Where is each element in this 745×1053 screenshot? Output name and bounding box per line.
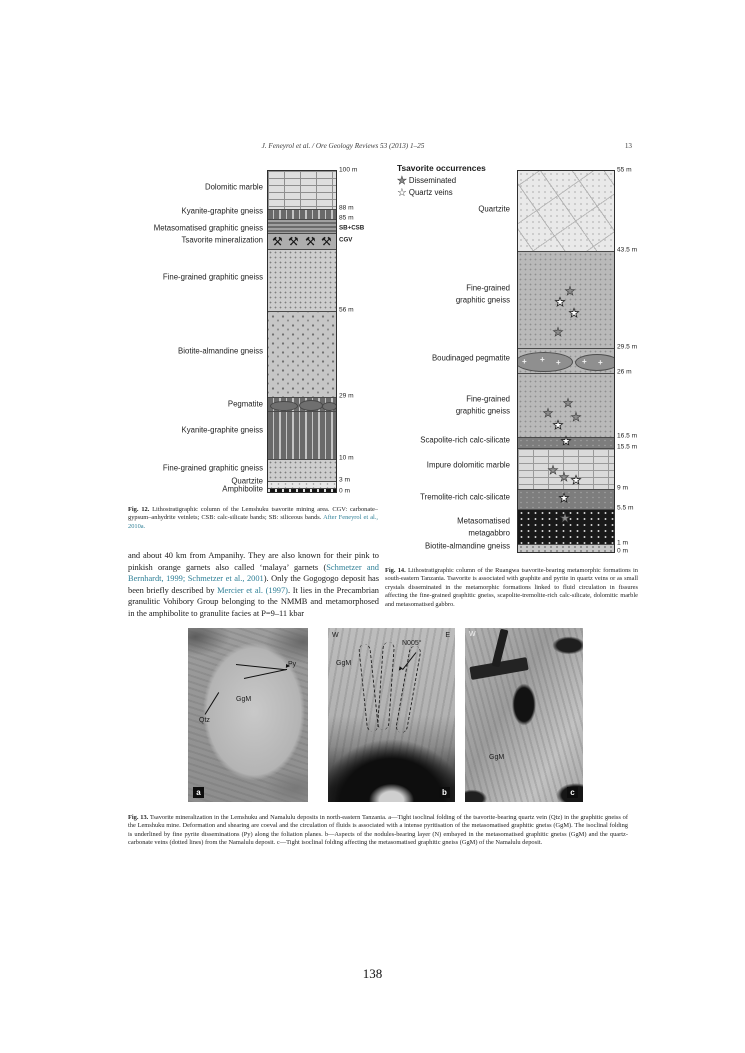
- strat-label: Fine-grained graphitic gneiss: [162, 272, 263, 282]
- body-paragraph: [128, 550, 379, 620]
- plus-mark: +: [598, 358, 603, 367]
- depth-tick: 26 m: [617, 368, 632, 376]
- west-label: W: [469, 631, 476, 638]
- depth-tick: 29 m: [339, 392, 354, 400]
- strat-label: Metasomatised graphitic gneiss: [153, 223, 263, 233]
- strat-label: Boudinaged pegmatite: [431, 353, 510, 363]
- pyrite-label: Py: [288, 661, 297, 668]
- band-code-sb-csb: SB+CSB: [339, 224, 365, 232]
- strat-label: graphitic gneiss: [455, 295, 510, 305]
- photo-corner-label: a: [193, 787, 204, 798]
- tsavorite-disseminated-star-icon: ★: [542, 406, 554, 420]
- fig14-caption: [385, 567, 638, 609]
- vein-dashed-line: [358, 643, 379, 732]
- layer-quartzite: [268, 481, 336, 488]
- fig12-strat-column: [267, 170, 337, 493]
- mining-hammers-icon: ⚒: [272, 234, 283, 249]
- fig12-caption-reference-link[interactable]: After Feneyrol et al., 2010a.: [128, 514, 378, 530]
- depth-tick: 5.5 m: [617, 504, 634, 512]
- fig13-caption-text: Tsavorite mineralization in the Lemshuku and Namalulu deposits in north-eastern Tanzania. a—Tight isoclinal folding of the tsavorite-bearing quartz vein (Qtz) in the graphitic gneiss of the Lemshuku mine. Deformation and shearing are coeval and the circulation of fluids is associated with a intense pyritisation of the metasomatised graphitic gneiss (GgM). The isoclinal folding is underlined by fine pyrite disseminations (Py) along the foliation planes. b—Aspects of the nodules-bearing layer (N) embayed in the metasomatised graphitic gneiss (GgM) and the quartz-carbonate veins (dotted lines) from the Namalulu deposit. c—Tight isoclinal folding affecting the metasomatised graphitic gneiss (GgM) of the Namalulu deposit.: [128, 814, 629, 847]
- vein-dashed-line: [395, 645, 422, 734]
- ggm-label: GgM: [236, 696, 252, 703]
- tsavorite-quartz-vein-star-icon: ★: [568, 306, 580, 320]
- ggm-label: GgM: [489, 754, 505, 761]
- depth-tick: 55 m: [617, 166, 632, 174]
- layer-metasomatised-graphitic-gneiss: [268, 219, 336, 233]
- strat-label: Fine-grained: [466, 394, 510, 404]
- strat-label: Fine-grained graphitic gneiss: [162, 463, 263, 473]
- plus-mark: +: [582, 357, 587, 366]
- fig12-caption-text: Lithostratigraphic column of the Lemshuku tsavorite mining area. CGV: carbonate–gypsum–anhydrite veinlets; CSB: calc-silicate bands; SB: siliceous bands.: [128, 506, 378, 522]
- footer-page-number: 138: [362, 966, 383, 981]
- citation-link[interactable]: Schmetzer and Bernhardt, 1999; Schmetzer et al., 2001: [128, 562, 379, 584]
- strat-label: Quartzite: [231, 476, 263, 486]
- depth-tick: 100 m: [339, 166, 358, 174]
- legend-item-label: Disseminated: [408, 176, 457, 185]
- layer-fine-grained-graphitic-gneiss: [518, 251, 614, 348]
- tsavorite-quartz-vein-star-icon: ★: [570, 473, 582, 487]
- legend-item-label: Quartz veins: [408, 188, 453, 197]
- photo-corner-label: b: [439, 787, 450, 798]
- depth-tick: 43.5 m: [617, 246, 638, 254]
- depth-tick: 85 m: [339, 214, 354, 222]
- strat-label: Biotite-almandine gneiss: [425, 541, 510, 551]
- depth-tick: 0 m: [617, 547, 628, 555]
- ggm-label: GgM: [336, 660, 352, 667]
- strat-label: Biotite-almandine gneiss: [178, 346, 263, 356]
- depth-tick: 15.5 m: [617, 443, 638, 451]
- strat-label: graphitic gneiss: [455, 406, 510, 416]
- plus-mark: +: [556, 358, 561, 367]
- pegmatite-lens: [270, 401, 298, 411]
- photo-a: [188, 628, 308, 802]
- depth-tick: 88 m: [339, 204, 354, 212]
- tsavorite-disseminated-star-icon: ★: [564, 284, 576, 298]
- strat-label: Kyanite-graphite gneiss: [181, 425, 263, 435]
- strat-label: Tsavorite mineralization: [181, 235, 263, 245]
- fig12-caption-tag: Fig. 12.: [128, 506, 150, 513]
- running-title: J. Feneyrol et al. / Ore Geology Reviews 53 (2013) 1–25: [261, 142, 425, 150]
- layer-dolomitic-marble: [268, 171, 336, 209]
- body-text-segment: and about 40 km from Ampanihy. They are also known for their pink to pinkish orange garnets also called ‘malaya’ garnets (: [128, 551, 379, 572]
- layer-amphibolite: [268, 488, 336, 492]
- strat-label: Quartzite: [478, 204, 510, 214]
- pegmatite-boudin: [575, 354, 614, 371]
- citation-link[interactable]: Mercier et al. (1997): [217, 585, 288, 595]
- mining-hammers-icon: ⚒: [321, 234, 332, 249]
- annotation-arrow: [236, 664, 286, 670]
- strat-label: Dolomitic marble: [204, 182, 263, 192]
- strat-label: Amphibolite: [222, 484, 263, 494]
- layer-quartzite: [518, 171, 614, 251]
- strike-label: N005°: [402, 640, 422, 647]
- depth-tick: 56 m: [339, 306, 354, 314]
- tsavorite-disseminated-star-icon: ★: [562, 396, 574, 410]
- depth-tick: 1 m: [617, 539, 628, 547]
- strat-label: Kyanite-graphite gneiss: [181, 206, 263, 216]
- plus-mark: +: [540, 355, 545, 364]
- fig14-caption-tag: Fig. 14.: [385, 567, 406, 574]
- fig14-legend: [397, 163, 486, 198]
- mining-hammers-icon: ⚒: [288, 234, 299, 249]
- tsavorite-disseminated-star-icon: ★: [559, 511, 571, 525]
- tsavorite-quartz-vein-star-icon: ★: [552, 418, 564, 432]
- plus-mark: +: [522, 357, 527, 366]
- band-code-cgv: CGV: [339, 236, 353, 244]
- strat-label: Fine-grained: [466, 283, 510, 293]
- pegmatite-boudin: [518, 352, 573, 372]
- strat-label: Scapolite-rich calc-silicate: [420, 435, 510, 445]
- layer-tsavorite-mineralization: [268, 233, 336, 249]
- east-label: E: [445, 632, 450, 639]
- quartz-label: Qtz: [199, 717, 210, 724]
- west-label: W: [332, 632, 339, 639]
- tsavorite-disseminated-star-icon: ★: [552, 325, 564, 339]
- tsavorite-disseminated-star-icon: ★: [547, 463, 559, 477]
- legend-title: Tsavorite occurrences: [397, 163, 486, 173]
- tsavorite-disseminated-star-icon: ★: [558, 470, 570, 484]
- depth-tick: 0 m: [339, 487, 350, 495]
- photo-c: [465, 628, 583, 802]
- tsavorite-quartz-vein-star-icon: ★: [554, 295, 566, 309]
- fig13-caption-tag: Fig. 13.: [128, 814, 149, 821]
- layer-biotite-almandine-gneiss: [518, 544, 614, 552]
- strat-label: Tremolite-rich calc-silicate: [420, 492, 510, 502]
- open-star-icon: ☆: [397, 186, 407, 199]
- body-text-segment: . It lies in the Precambrian granulitic Vohibory Group belonging to the NMMB and metamorphosed in the amphibolite to granulite facies at P=9–11 kbar: [128, 585, 379, 618]
- vein-dashed-line: [377, 642, 395, 731]
- strat-label: Impure dolomitic marble: [426, 460, 510, 470]
- strat-label: metagabbro: [468, 528, 510, 538]
- strat-label: Pegmatite: [227, 399, 263, 409]
- fig14-caption-text: Lithostratigraphic column of the Ruangwa tsavorite-bearing metamorphic formations in south-eastern Tanzania. Tsavorite is associated with graphite and pyrite in quartz veins or as small crystals disseminated in the metamorphic formations linked to fluid circulation in fissures affecting the fine-grained graphitic gneiss, scapolite-tremolite-rich calc-silicate, dolomitic marble and metasomatised gabbro.: [385, 567, 638, 608]
- legend-item-disseminated: [397, 175, 486, 186]
- tsavorite-quartz-vein-star-icon: ★: [558, 491, 570, 505]
- tsavorite-disseminated-star-icon: ★: [570, 410, 582, 424]
- header-page-number: 13: [624, 142, 632, 150]
- filled-star-icon: ★: [397, 174, 407, 187]
- legend-item-quartz-veins: [397, 187, 486, 198]
- arrowhead-icon: [397, 666, 403, 672]
- mining-hammers-icon: ⚒: [305, 234, 316, 249]
- layer-boudinaged-pegmatite: [518, 348, 614, 373]
- fig13-caption: [128, 814, 628, 848]
- annotation-line: [205, 692, 220, 715]
- photo-b: [328, 628, 455, 802]
- depth-tick: 10 m: [339, 454, 354, 462]
- depth-tick: 9 m: [617, 484, 628, 492]
- tsavorite-quartz-vein-star-icon: ★: [560, 434, 572, 448]
- strat-label: Metasomatised: [457, 516, 510, 526]
- depth-tick: 29.5 m: [617, 343, 638, 351]
- photo-corner-label: c: [567, 787, 578, 798]
- depth-tick: 3 m: [339, 476, 350, 484]
- body-text-segment: ). Only the Gogogogo deposit has been briefly described by: [128, 574, 379, 595]
- annotation-arrow: [244, 669, 287, 679]
- depth-tick: 16.5 m: [617, 432, 638, 440]
